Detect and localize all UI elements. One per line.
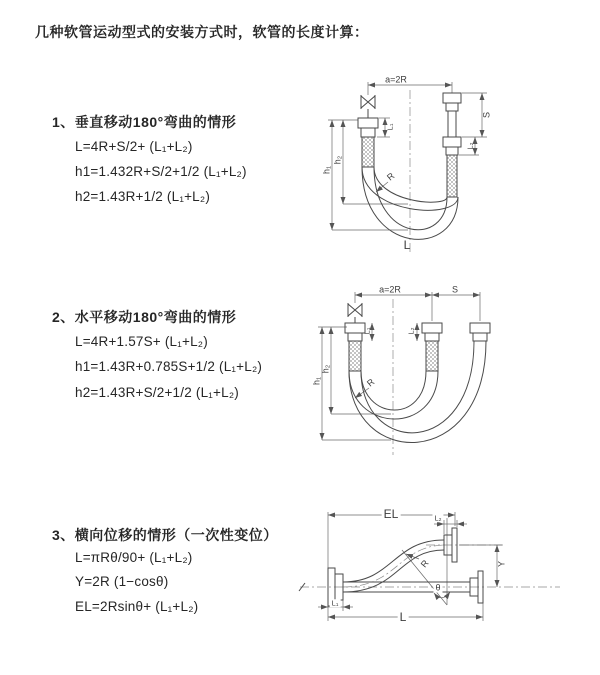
formula-2-h2: h2=1.43R+S/2+1/2 (L₁+L₂) — [75, 385, 239, 400]
braided-section — [362, 137, 374, 167]
dim-label-l2: L₂ — [406, 327, 416, 335]
dim-label-a2r: a=2R — [385, 74, 407, 85]
page-title: 几种软管运动型式的安装方式时，软管的长度计算： — [35, 24, 369, 40]
valve-icon — [361, 96, 375, 108]
hose-drawing-2 — [305, 283, 565, 468]
formula-3-L: L=πRθ/90+ (L₁+L₂) — [75, 550, 193, 565]
dim-label-s: S — [451, 284, 459, 295]
diagram-vertical-travel — [300, 70, 600, 265]
dim-label-a2r: a=2R — [379, 284, 401, 295]
dim-label-el: EL — [383, 507, 399, 521]
valve-icon — [348, 304, 362, 316]
hose-drawing-1 — [300, 70, 600, 265]
dimension-lines — [318, 512, 502, 624]
formula-2-L: L=4R+1.57S+ (L₁+L₂) — [75, 334, 208, 349]
dim-label-h2: h₂ — [332, 155, 343, 165]
braided-section — [426, 341, 438, 371]
dim-label-l1: L₁ — [331, 598, 339, 608]
section-1-heading: 1、垂直移动180°弯曲的情形 — [52, 114, 237, 130]
dim-label-l: L — [399, 610, 407, 624]
dim-label-l1: L₁ — [362, 327, 372, 335]
section-2-heading: 2、水平移动180°弯曲的情形 — [52, 309, 237, 325]
diagram-horizontal-travel — [305, 283, 565, 468]
dim-label-r: R — [384, 170, 397, 183]
dim-label-h1: h₁ — [321, 165, 332, 175]
diagram-lateral-displacement — [298, 498, 600, 663]
dim-label-theta: θ — [435, 582, 441, 593]
hose-assembly — [358, 93, 461, 239]
braided-section — [349, 341, 361, 371]
dim-label-r: R — [418, 557, 431, 570]
dim-label-r: R — [364, 376, 377, 389]
hose-assembly — [345, 303, 490, 443]
hose-assembly — [299, 528, 483, 606]
dim-label-y: Y — [496, 560, 507, 568]
dim-label-l2: L₂ — [465, 142, 475, 150]
dim-label-l: L — [403, 238, 411, 252]
hose-drawing-3 — [298, 498, 600, 663]
dim-label-s: S — [481, 111, 492, 119]
dim-label-l2: L₂ — [434, 513, 442, 523]
formula-1-h2: h2=1.43R+1/2 (L₁+L₂) — [75, 189, 211, 204]
dim-label-h1: h₁ — [311, 376, 322, 386]
braided-section — [447, 155, 457, 197]
section-3-heading: 3、横向位移的情形（一次性变位） — [52, 527, 278, 543]
formula-3-Y: Y=2R (1−cosθ) — [75, 574, 169, 589]
formula-2-h1: h1=1.43R+0.785S+1/2 (L₁+L₂) — [75, 359, 263, 374]
dim-label-h2: h₂ — [320, 364, 331, 374]
dimension-lines — [318, 292, 480, 440]
formula-1-h1: h1=1.432R+S/2+1/2 (L₁+L₂) — [75, 164, 247, 179]
formula-1-L: L=4R+S/2+ (L₁+L₂) — [75, 139, 193, 154]
dim-label-l1: L₁ — [385, 123, 395, 131]
formula-3-EL: EL=2Rsinθ+ (L₁+L₂) — [75, 599, 199, 614]
